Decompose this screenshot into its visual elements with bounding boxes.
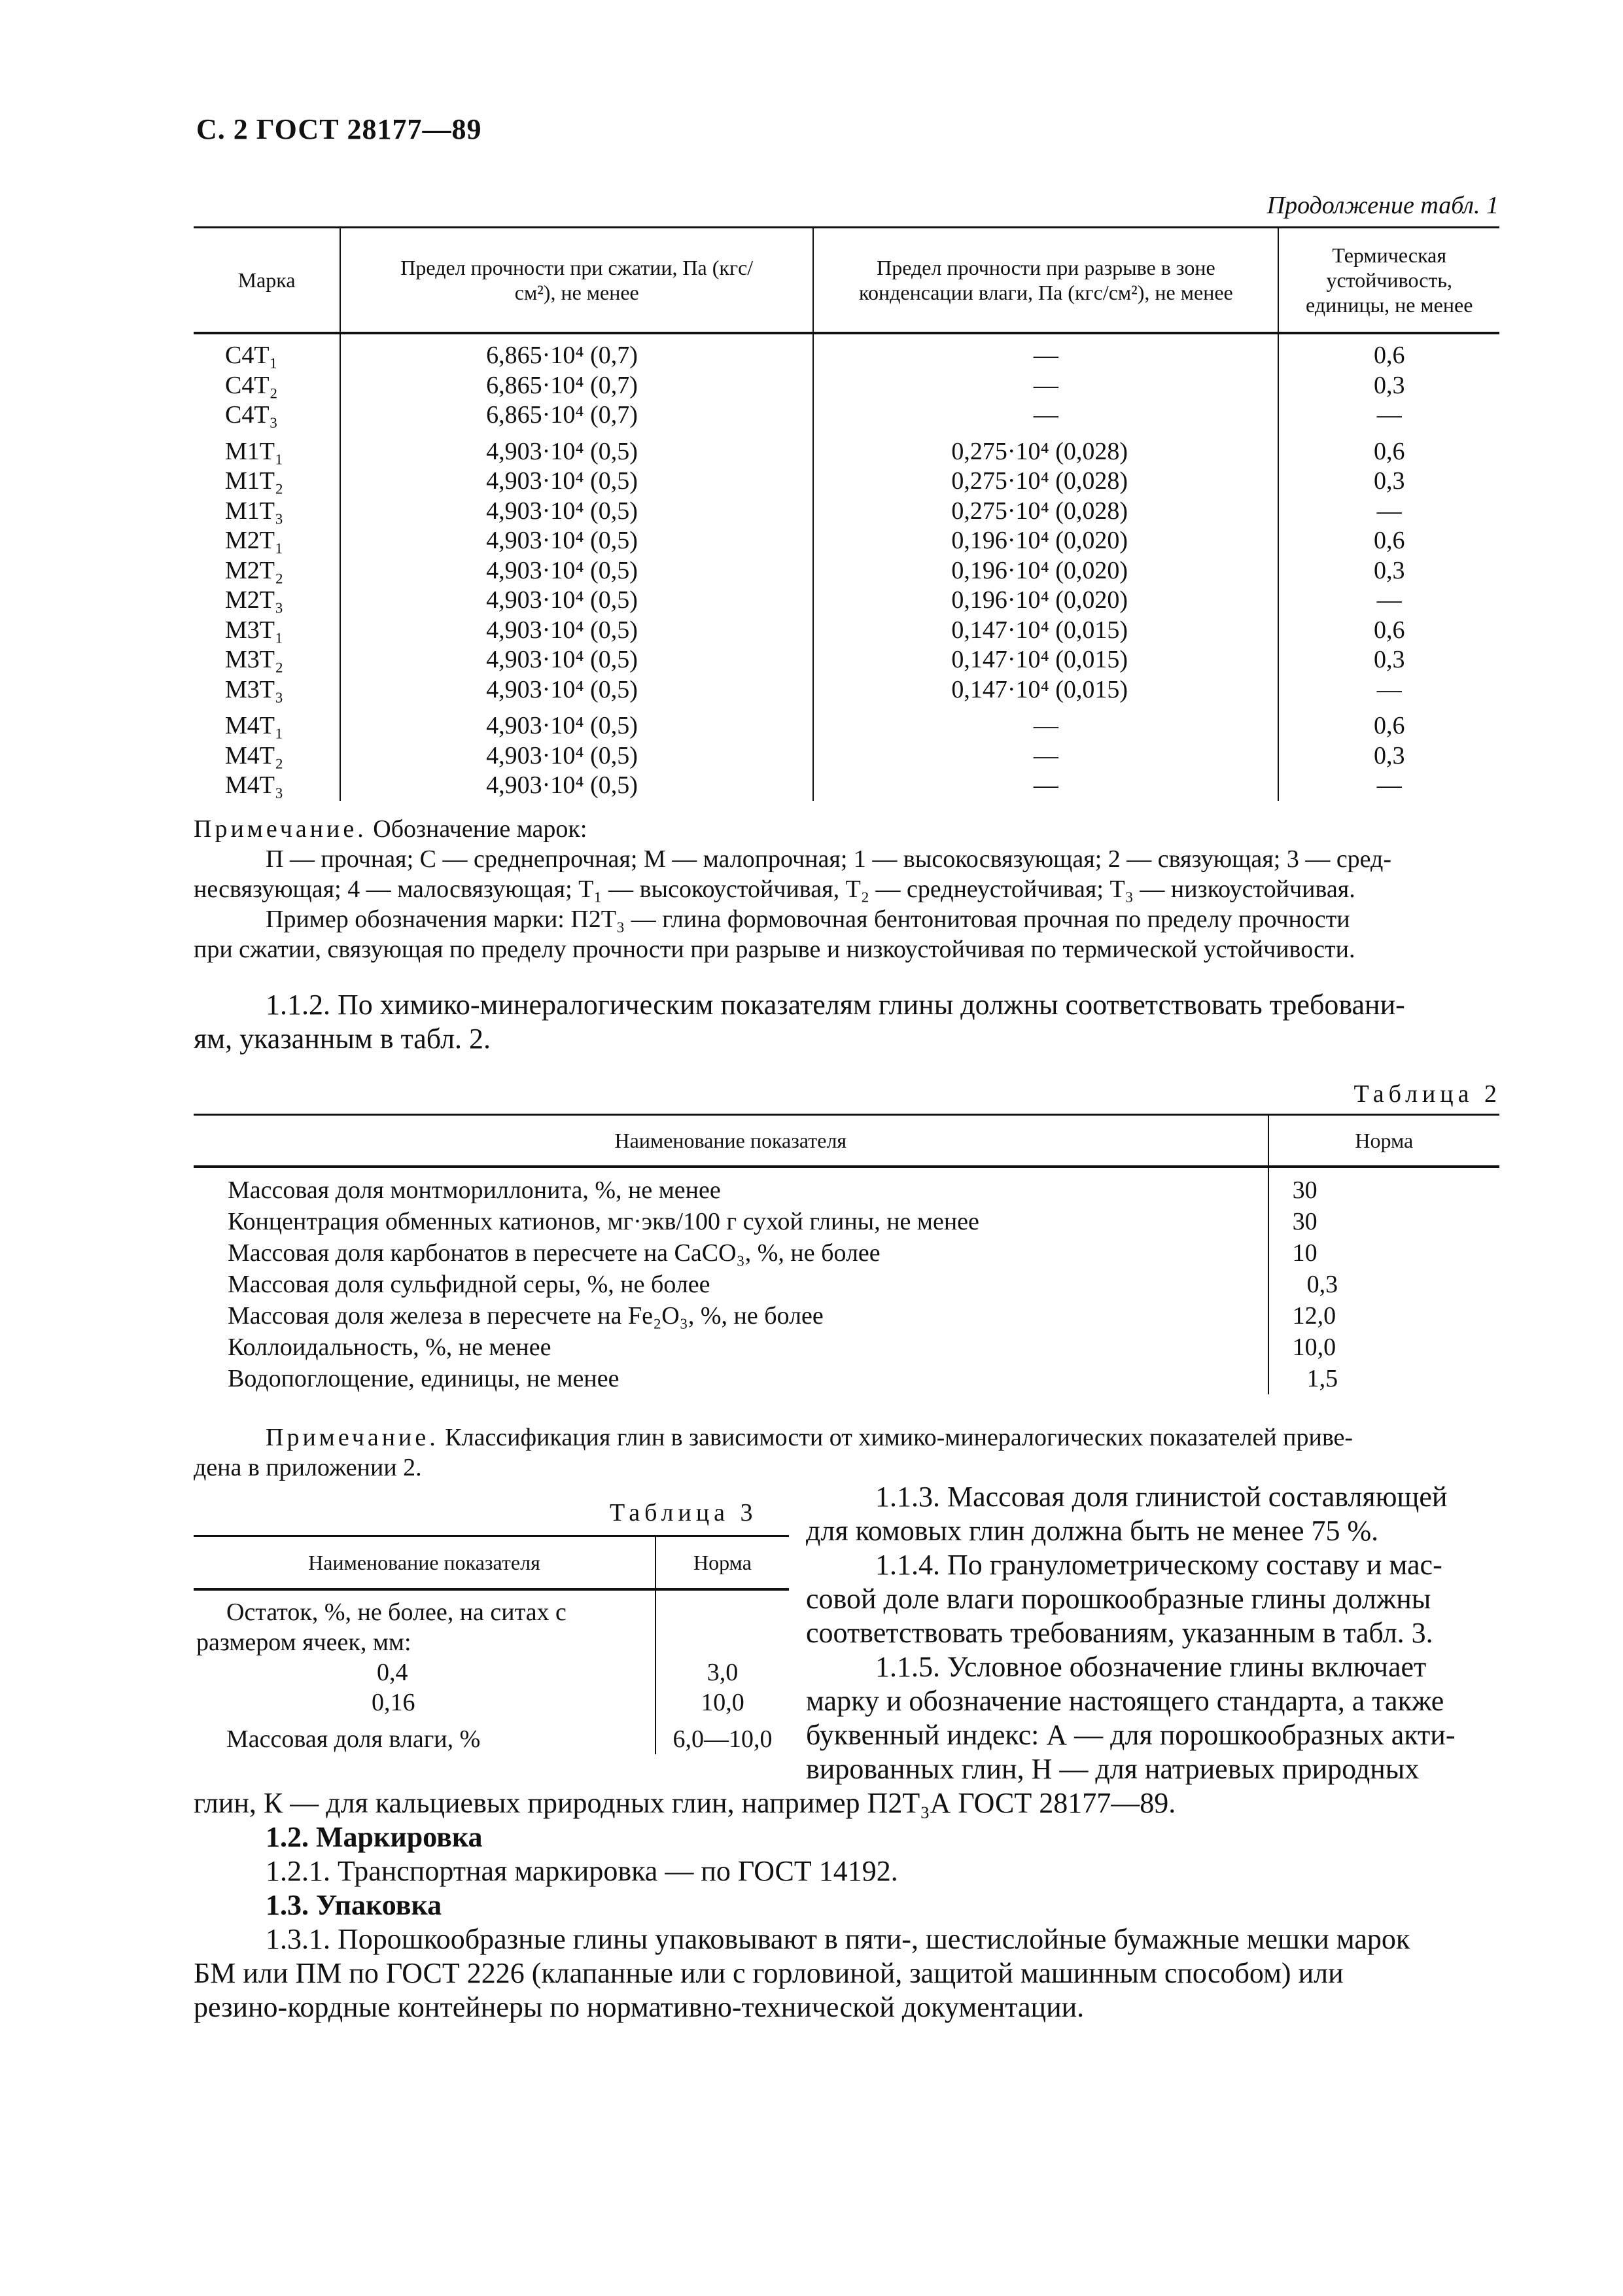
table2-cell: Массовая доля монтмориллонита, %, не менее (194, 1167, 1268, 1206)
table1-cell: — (1376, 771, 1402, 799)
table1-cell: 0,6 (1373, 527, 1405, 554)
paragraph-1-1-5-line: 1.1.5. Условное обозначение глины включает (875, 1651, 1427, 1683)
table2-cell: Водопоглощение, единицы, не менее (194, 1363, 1268, 1394)
table2-col-header: Наименование показателя (194, 1115, 1268, 1167)
table-row (194, 645, 1499, 675)
table2-cell: 30 (1292, 1176, 1318, 1204)
table2-header-row (194, 1115, 1499, 1167)
table1-cell: 4,903·10⁴ (0,5) (340, 675, 813, 705)
table-row (194, 526, 1499, 556)
paragraph-1-1-2-line: ям, указанным в табл. 2. (194, 1023, 491, 1055)
table1-cell: 0,275·10⁴ (0,028) (813, 467, 1278, 497)
table1-col-header: Марка (194, 228, 340, 334)
section-heading-marking: 1.2. Маркировка (266, 1821, 483, 1853)
table1-cell: 0,6 (1373, 342, 1405, 369)
table2-cell: 10,0 (1292, 1333, 1336, 1361)
table1-cell: 4,903·10⁴ (0,5) (340, 467, 813, 497)
table-row (194, 467, 1499, 497)
table1-cell: С4Т₁ (194, 333, 340, 371)
table2 (194, 1114, 1499, 1394)
table-row (194, 1687, 789, 1718)
table2-note-line: дена в приложении 2. (194, 1454, 422, 1481)
table1-note-line: Пример обозначения марки: П2Т₃ — глина формовочная бентонитовая прочная по пределу прочности (266, 906, 1350, 933)
table1-note-title (194, 814, 587, 844)
table1-cell: — (1376, 497, 1402, 525)
section-heading-packing: 1.3. Упаковка (266, 1889, 442, 1921)
table1-cell: 6,865·10⁴ (0,7) (340, 333, 813, 371)
table2-cell: Массовая доля железа в пересчете на Fe₂O₃, %, не более (194, 1300, 1268, 1332)
table1-cell: 0,275·10⁴ (0,028) (813, 497, 1278, 527)
table3-cell: 6,0—10,0 (672, 1725, 773, 1753)
table3-caption: Таблица 3 (610, 1499, 758, 1527)
table1-cell: 0,147·10⁴ (0,015) (813, 675, 1278, 705)
table1-cell: М3Т₁ (194, 616, 340, 646)
table2-col-header: Норма (1268, 1115, 1499, 1167)
paragraph-1-1-4-line: 1.1.4. По гранулометрическому составу и мас- (875, 1549, 1442, 1581)
table1-cell: М2Т₃ (194, 586, 340, 616)
table1-cell: М4Т₂ (194, 741, 340, 771)
paragraph-1-3-1-line: резино-кордные контейнеры по нормативно-технической документации. (194, 1991, 1085, 2023)
table1-cell: 4,903·10⁴ (0,5) (340, 616, 813, 646)
table2-cell: Массовая доля сульфидной серы, %, не более (194, 1269, 1268, 1300)
paragraph-1-1-5-line: марку и обозначение настоящего стандарта, а также (806, 1685, 1444, 1717)
table1-cell: — (813, 741, 1278, 771)
table-row (194, 1718, 789, 1754)
table-row (194, 1363, 1499, 1394)
table3-cell: 0,4 (194, 1657, 655, 1687)
table-row (194, 1269, 1499, 1300)
table1-cell: — (1376, 586, 1402, 614)
table1-cell: С4Т₂ (194, 371, 340, 401)
table2-caption: Таблица 2 (1353, 1080, 1501, 1108)
table-row (194, 431, 1499, 467)
table1-cell: — (813, 400, 1278, 431)
table1-cell: М4Т₃ (194, 771, 340, 801)
note-text: Классификация глин в зависимости от химико-минералогических показателей приве- (438, 1424, 1353, 1451)
table1-cell: М2Т₁ (194, 526, 340, 556)
table1-cell: — (1376, 401, 1402, 429)
table1-cell: 6,865·10⁴ (0,7) (340, 371, 813, 401)
table-row (194, 400, 1499, 431)
table1-col-header: Предел прочности при разрыве в зоне конденсации влаги, Па (кгс/см²), не менее (813, 228, 1278, 334)
table1-note-line: несвязующая; 4 — малосвязующая; Т₁ — высокоустойчивая, Т₂ — среднеустойчивая; Т₃ — низкоустойчивая. (194, 875, 1355, 903)
table1-cell: — (813, 371, 1278, 401)
table1 (194, 226, 1499, 801)
paragraph-1-3-1-line: БМ или ПМ по ГОСТ 2226 (клапанные или с горловиной, защитой машинным способом) или (194, 1957, 1344, 1989)
table-row (194, 371, 1499, 401)
table3-cell (655, 1589, 789, 1627)
table2-cell: 10 (1292, 1239, 1318, 1267)
paragraph-1-1-4-line: соответствовать требованиям, указанным в табл. 3. (806, 1617, 1433, 1649)
table1-cell: 4,903·10⁴ (0,5) (340, 771, 813, 801)
table-row (194, 1237, 1499, 1269)
table1-cell: 0,147·10⁴ (0,015) (813, 616, 1278, 646)
table-row (194, 586, 1499, 616)
table-row (194, 497, 1499, 527)
table3-cell: 0,16 (194, 1687, 655, 1718)
table1-cell: 0,6 (1373, 616, 1405, 644)
table-row (194, 675, 1499, 705)
note-label: Примечание. (194, 815, 367, 843)
table1-cell: 0,3 (1373, 741, 1405, 769)
table1-cell: М3Т₃ (194, 675, 340, 705)
table1-cell: 0,196·10⁴ (0,020) (813, 556, 1278, 586)
table1-cell: 0,196·10⁴ (0,020) (813, 586, 1278, 616)
table1-cell: 0,6 (1373, 437, 1405, 465)
table1-continuation-label: Продолжение табл. 1 (1266, 192, 1499, 219)
table1-cell: 0,3 (1373, 467, 1405, 495)
table-row (194, 1657, 789, 1687)
table1-cell: М4Т₁ (194, 705, 340, 741)
table-row (194, 741, 1499, 771)
table2-cell: 12,0 (1292, 1302, 1336, 1330)
table1-cell: 4,903·10⁴ (0,5) (340, 741, 813, 771)
table1-cell: 4,903·10⁴ (0,5) (340, 645, 813, 675)
table1-cell: — (1376, 675, 1402, 703)
table1-cell: М3Т₂ (194, 645, 340, 675)
note-label: Примечание. (266, 1424, 439, 1451)
table-row (194, 1332, 1499, 1363)
table3 (194, 1535, 789, 1754)
table1-cell: — (813, 705, 1278, 741)
table-row (194, 1167, 1499, 1206)
table1-cell: 0,3 (1373, 556, 1405, 584)
table3-cell (655, 1627, 789, 1657)
table3-cell: Остаток, %, не более, на ситах с (194, 1589, 655, 1627)
paragraph-1-2-1: 1.2.1. Транспортная маркировка — по ГОСТ 14192. (266, 1855, 898, 1887)
table-row (194, 1300, 1499, 1332)
table-row (194, 771, 1499, 801)
table1-cell: 4,903·10⁴ (0,5) (340, 526, 813, 556)
table1-cell: 4,903·10⁴ (0,5) (340, 556, 813, 586)
paragraph-1-1-5-line: глин, К — для кальциевых природных глин, например П2Т₃А ГОСТ 28177—89. (194, 1787, 1176, 1819)
paragraph-1-1-2-line: 1.1.2. По химико-минералогическим показателям глины должны соответствовать требовани- (266, 989, 1405, 1021)
table-row (194, 1589, 789, 1627)
table3-col-header: Норма (655, 1536, 789, 1590)
table1-note-line: П — прочная; С — среднепрочная; М — малопрочная; 1 — высокосвязующая; 2 — связующая; 3 — сред- (266, 845, 1392, 873)
table1-cell: 6,865·10⁴ (0,7) (340, 400, 813, 431)
table1-cell: 4,903·10⁴ (0,5) (340, 497, 813, 527)
table-row (194, 333, 1499, 371)
table1-cell: 4,903·10⁴ (0,5) (340, 705, 813, 741)
paragraph-1-1-5-line: буквенный индекс: А — для порошкообразных акти- (806, 1719, 1456, 1751)
page-header: С. 2 ГОСТ 28177—89 (196, 113, 482, 145)
table1-cell: 0,275·10⁴ (0,028) (813, 431, 1278, 467)
table1-header-row (194, 228, 1499, 334)
table1-cell: 0,6 (1373, 712, 1405, 739)
table2-cell: Массовая доля карбонатов в пересчете на CaCO₃, %, не более (194, 1237, 1268, 1269)
paragraph-1-3-1-line: 1.3.1. Порошкообразные глины упаковывают в пяти-, шестислойные бумажные мешки марок (266, 1923, 1410, 1955)
table2-cell: Концентрация обменных катионов, мг·экв/100 г сухой глины, не менее (194, 1206, 1268, 1237)
paragraph-1-1-5-line: вированных глин, Н — для натриевых природных (806, 1753, 1420, 1785)
table3-cell: Массовая доля влаги, % (194, 1718, 655, 1754)
table1-cell: 0,3 (1373, 371, 1405, 399)
table1-cell: М2Т₂ (194, 556, 340, 586)
table1-cell: 4,903·10⁴ (0,5) (340, 431, 813, 467)
table1-cell: 0,147·10⁴ (0,015) (813, 645, 1278, 675)
table1-cell: — (813, 333, 1278, 371)
table1-col-header: Предел прочности при сжатии, Па (кгс/см²), не менее (340, 228, 813, 334)
table2-cell: Коллоидальность, %, не менее (194, 1332, 1268, 1363)
table3-cell: размером ячеек, мм: (194, 1627, 655, 1657)
table3-cell: 3,0 (707, 1659, 739, 1686)
table1-cell: 0,196·10⁴ (0,020) (813, 526, 1278, 556)
table2-cell: 0,3 (1306, 1271, 1338, 1298)
table1-col-header: Термическая устойчивость, единицы, не менее (1278, 228, 1499, 334)
table-row (194, 705, 1499, 741)
table-row (194, 1206, 1499, 1237)
table-row (194, 1627, 789, 1657)
table1-cell: 4,903·10⁴ (0,5) (340, 586, 813, 616)
table1-cell: М1Т₁ (194, 431, 340, 467)
table2-cell: 30 (1292, 1208, 1318, 1235)
table1-cell: С4Т₃ (194, 400, 340, 431)
table2-cell: 1,5 (1306, 1365, 1338, 1392)
table3-cell: 10,0 (701, 1689, 744, 1716)
table1-note-line: при сжатии, связующая по пределу прочности при разрыве и низкоустойчивая по термической устойчивости. (194, 936, 1355, 963)
table-row (194, 556, 1499, 586)
table3-col-header: Наименование показателя (194, 1536, 655, 1590)
table1-cell: 0,3 (1373, 646, 1405, 673)
table-row (194, 616, 1499, 646)
paragraph-1-1-3-line: 1.1.3. Массовая доля глинистой составляющей (875, 1481, 1448, 1513)
table1-cell: М1Т₂ (194, 467, 340, 497)
table2-note-line (266, 1422, 1353, 1453)
table1-cell: М1Т₃ (194, 497, 340, 527)
table1-cell: — (813, 771, 1278, 801)
note-heading: Обозначение марок: (366, 815, 587, 843)
paragraph-1-1-3-line: для комовых глин должна быть не менее 75 %. (806, 1515, 1379, 1547)
table3-header-row (194, 1536, 789, 1590)
paragraph-1-1-4-line: совой доле влаги порошкообразные глины должны (806, 1583, 1431, 1615)
